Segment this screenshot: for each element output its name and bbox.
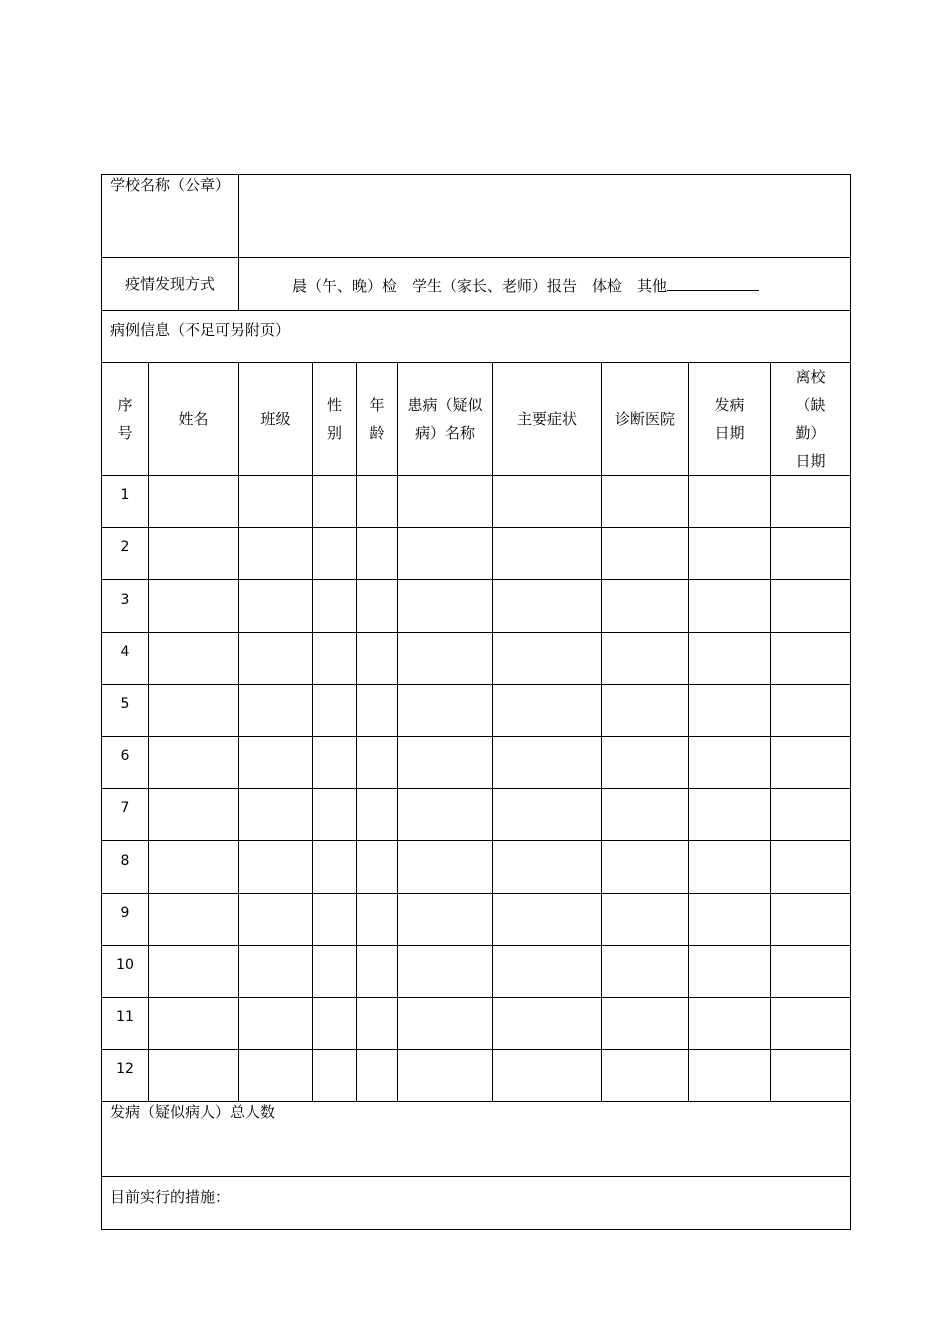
case-info-label: 病例信息（不足可另附页）	[110, 321, 291, 339]
rule-row-5	[101, 736, 851, 737]
measures-label: 目前实行的措施：	[110, 1188, 231, 1206]
rule-row-7	[101, 840, 851, 841]
school-name-label: 学校名称（公章）	[110, 176, 231, 194]
row-number-12: 12	[116, 1061, 134, 1077]
discovery-options	[292, 274, 759, 296]
discovery-method-label: 疫情发现方式	[124, 275, 215, 293]
header-symptoms: 主要症状	[516, 410, 577, 428]
rule-label-divider	[238, 174, 239, 310]
rule-row-2	[101, 579, 851, 580]
rule-row-6	[101, 788, 851, 789]
row-number-1: 1	[120, 487, 130, 503]
rule-row-11	[101, 1049, 851, 1050]
rule-row-4	[101, 684, 851, 685]
row-number-9: 9	[120, 905, 130, 921]
rule-total-bottom	[101, 1176, 851, 1177]
header-onset: 发病日期	[714, 396, 745, 442]
header-seq: 序号	[117, 396, 133, 442]
header-name: 姓名	[178, 410, 209, 428]
header-hospital: 诊断医院	[614, 410, 675, 428]
header-sex: 性别	[326, 396, 342, 442]
rule-discovery-bottom	[101, 310, 851, 311]
row-number-7: 7	[120, 800, 130, 816]
rule-row-8	[101, 893, 851, 894]
row-number-4: 4	[120, 644, 130, 660]
rule-row-3	[101, 632, 851, 633]
other-blank[interactable]	[667, 274, 759, 291]
header-class: 班级	[260, 410, 291, 428]
school-name-field[interactable]	[240, 176, 849, 256]
row-number-8: 8	[120, 853, 130, 869]
row-number-3: 3	[120, 592, 130, 608]
row-number-5: 5	[120, 696, 130, 712]
header-leave: 离校（缺勤）日期	[795, 368, 826, 470]
rule-row-10	[101, 997, 851, 998]
rule-row-1	[101, 527, 851, 528]
header-age: 年龄	[369, 396, 385, 442]
total-cases-label: 发病（疑似病人）总人数	[110, 1103, 276, 1121]
row-number-10: 10	[116, 957, 134, 973]
discovery-options-text: 晨（午、晚）检 学生（家长、老师）报告 体检 其他	[292, 277, 668, 295]
row-number-11: 11	[116, 1009, 134, 1025]
header-disease: 患病（疑似病）名称	[407, 396, 483, 442]
rule-row-9	[101, 945, 851, 946]
row-number-2: 2	[120, 539, 130, 555]
row-number-6: 6	[120, 748, 130, 764]
rule-header-bottom	[101, 475, 851, 476]
